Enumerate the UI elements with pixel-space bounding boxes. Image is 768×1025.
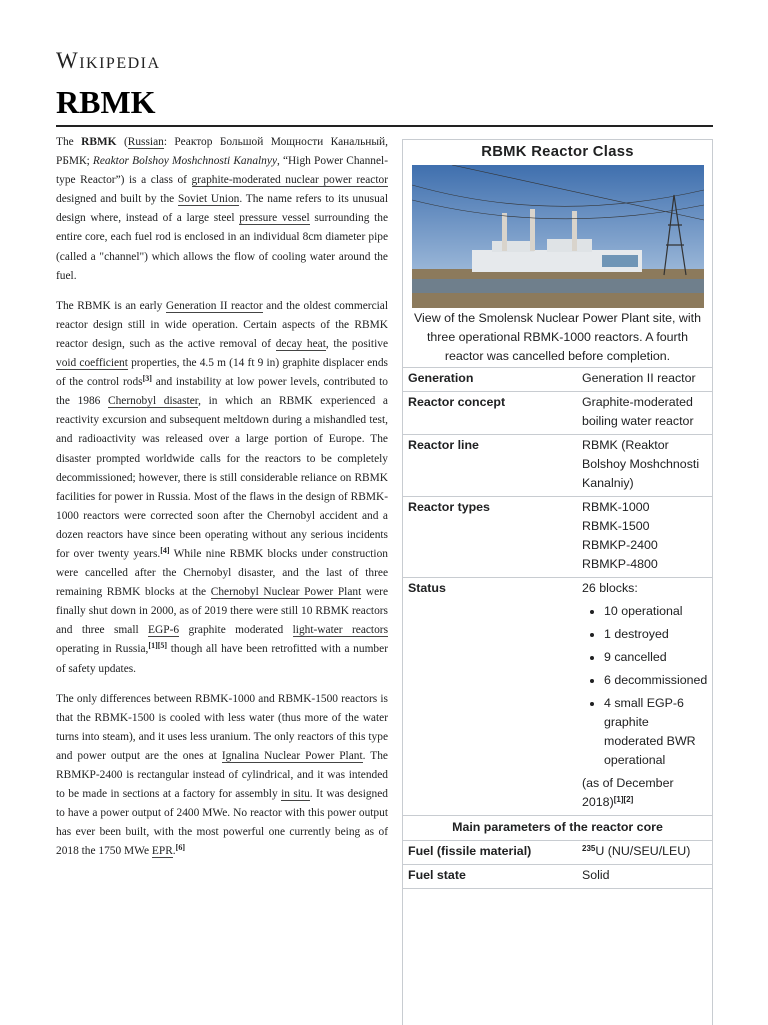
paragraph-intro — [56, 133, 388, 286]
reference-6[interactable]: [6] — [175, 843, 185, 853]
paragraph-history — [56, 297, 388, 679]
text: The — [56, 136, 82, 148]
article-body — [56, 133, 388, 872]
status-item: • 6 decommissioned — [604, 671, 708, 690]
row-label: Reactor types — [408, 500, 490, 514]
paragraph-variants — [56, 690, 388, 862]
fuel-value: U (NU/SEU/LEU) — [595, 844, 691, 858]
text: and the oldest commercial reactor design still in wide operation. Certain aspects of the RBMK reactor design, such as the active removal of — [56, 299, 389, 350]
text: While nine RBMK blocks under construction were cancelled after the Chernobyl disaster, and the last of three remaining RBMK blocks at the — [56, 547, 388, 599]
status-summary: 26 blocks: — [582, 581, 638, 595]
text: ( — [116, 136, 128, 148]
infobox-row-fuel-state — [403, 864, 712, 888]
link-in-situ[interactable]: in situ — [281, 788, 310, 801]
infobox-row-reactor-types — [403, 496, 712, 577]
reactor-type: RBMK-1000 — [582, 500, 650, 514]
plant-photo[interactable] — [412, 165, 704, 308]
link-decay-heat[interactable]: decay heat — [275, 337, 326, 350]
text: . The name refers to its unusual design where, instead of a large steel — [56, 193, 388, 225]
reactor-type: RBMKP-2400 — [582, 538, 658, 552]
link-light-water-reactors[interactable]: light-water reactors — [292, 624, 389, 637]
text: and instability at low power levels, contributed to the 1986 — [56, 376, 388, 408]
link-egp-6[interactable]: EGP-6 — [148, 624, 180, 637]
text: : Реактор Большой Мощности Канальный, РБМК; — [56, 136, 388, 168]
italic-transliteration: Reaktor Bolshoy Moshchnosti Kanalnyy — [92, 155, 277, 168]
row-label: Fuel (fissile material) — [408, 844, 532, 858]
row-value — [576, 841, 712, 864]
link-chernobyl-disaster[interactable]: Chernobyl disaster — [108, 395, 199, 408]
row-label: Fuel state — [408, 868, 466, 882]
row-value-list — [576, 497, 712, 577]
image-caption: View of the Smolensk Nuclear Power Plant site, with three operational RBMK-1000 reactors. A fourth reactor was cancelled before completion. — [414, 311, 701, 363]
row-value-link[interactable]: Generation II reactor — [582, 371, 696, 385]
link-epr[interactable]: EPR — [151, 845, 173, 858]
link-graphite-moderated[interactable]: graphite-moderated nuclear power reactor — [191, 174, 388, 187]
link-ignalina-npp[interactable]: Ignalina Nuclear Power Plant — [221, 749, 363, 762]
status-item: • 1 destroyed — [604, 625, 708, 644]
text: surrounding the entire core, each fuel rod is enclosed in an individual 8cm diameter pipe (called a "channel") which allows the flow of cooling water around the fuel. — [56, 212, 388, 282]
row-label: Status — [408, 581, 446, 595]
link-soviet-union[interactable]: Soviet Union — [178, 193, 240, 206]
text: designed and built by the — [56, 193, 178, 206]
row-value-link[interactable]: Graphite-moderated boiling water reactor — [582, 395, 694, 428]
title-divider — [56, 125, 713, 127]
link-pressure-vessel[interactable]: pressure vessel — [239, 212, 310, 225]
text: though all have been retrofitted with a number of safety updates. — [56, 643, 388, 675]
status-item: • 9 cancelled — [604, 648, 708, 667]
row-value-status — [576, 578, 712, 815]
text: . It was designed to have a power output of 2400 MWe. No reactor with this power output has ever been built, with the most powerful one currently being as of 2018 the 1750 MWe — [56, 788, 388, 858]
text: were finally shut down in 2000, as of 2019 there were still 10 RBMK reactors and three small — [56, 586, 389, 637]
text: , the positive — [325, 337, 389, 350]
row-value: Solid — [582, 868, 610, 882]
reactor-type: RBMK-1500 — [582, 519, 650, 533]
row-label: Generation — [408, 371, 474, 385]
text: , “High Power Channel-type Reactor”) is a class of — [56, 155, 388, 187]
status-note — [582, 774, 708, 812]
text: properties, the 4.5 m (14 ft 9 in) graphite displacer ends of the control rods — [56, 357, 388, 389]
wikipedia-logo[interactable]: Wikipedia — [56, 48, 161, 73]
status-item: • 4 small EGP-6 graphite moderated BWR operational — [604, 694, 708, 770]
text: . — [172, 845, 176, 858]
isotope-mass-number: 235 — [582, 844, 596, 853]
text: The RBMK is an early — [56, 299, 166, 312]
status-item: • 10 operational — [604, 602, 708, 621]
text: . The RBMKP-2400 is rectangular instead of cylindrical, and it was intended to be made in sections at a factory for assembly — [56, 749, 388, 801]
text: The only differences between RBMK-1000 and RBMK-1500 reactors is that the RBMK-1500 is cooled with less water (thus more of the water turns into steam), and it uses less uranium. The only reactors of this type and power output are the ones at — [56, 692, 388, 762]
text: , in which an RBMK experienced a reactivity excursion and subsequent meltdown during a mishandled test, and radioactivity was released over a large portion of Europe. The disaster prompted worldwide calls for the reactors to be completely decommissioned; however, there is still considerable reliance on RBMK facilities for power in Russia. Most of the flaws in the design of RBMK-1000 reactors were corrected soon after the Chernobyl accident and a dozen reactors have since been operating without any serious incidents for over twenty years. — [56, 395, 388, 560]
infobox-row-partial — [403, 888, 712, 909]
reference-3[interactable]: [3] — [142, 374, 152, 384]
row-label: Reactor concept — [408, 395, 506, 409]
link-russian[interactable]: Russian — [127, 136, 164, 148]
infobox-row-fuel — [403, 840, 712, 864]
text: graphite moderated — [179, 624, 293, 637]
reference-1-2[interactable]: [1][2] — [613, 795, 634, 804]
reactor-type: RBMKP-4800 — [582, 557, 658, 571]
status-list — [582, 602, 708, 770]
link-chernobyl-npp[interactable]: Chernobyl Nuclear Power Plant — [210, 586, 362, 599]
infobox — [402, 139, 713, 1025]
row-label: Reactor line — [408, 438, 479, 452]
text: operating in Russia, — [56, 643, 149, 656]
infobox-row-status — [403, 577, 712, 815]
infobox-row-generation — [403, 367, 712, 391]
infobox-row-reactor-line — [403, 434, 712, 496]
reference-1-5[interactable]: [1][5] — [148, 641, 168, 651]
bold-term: RBMK — [81, 136, 117, 148]
link-void-coefficient[interactable]: void coefficient — [56, 357, 128, 370]
status-date: (as of December 2018) — [582, 776, 674, 809]
link-generation-ii[interactable]: Generation II reactor — [165, 299, 263, 312]
row-value: RBMK (Reaktor Bolshoy Moshchnosti Kanalniy) — [582, 438, 700, 490]
infobox-title: RBMK Reactor Class — [481, 144, 634, 160]
page-title: RBMK — [56, 84, 156, 120]
reference-4[interactable]: [4] — [160, 545, 170, 555]
infobox-row-reactor-concept — [403, 391, 712, 434]
infobox-section-header: Main parameters of the reactor core — [403, 815, 712, 840]
